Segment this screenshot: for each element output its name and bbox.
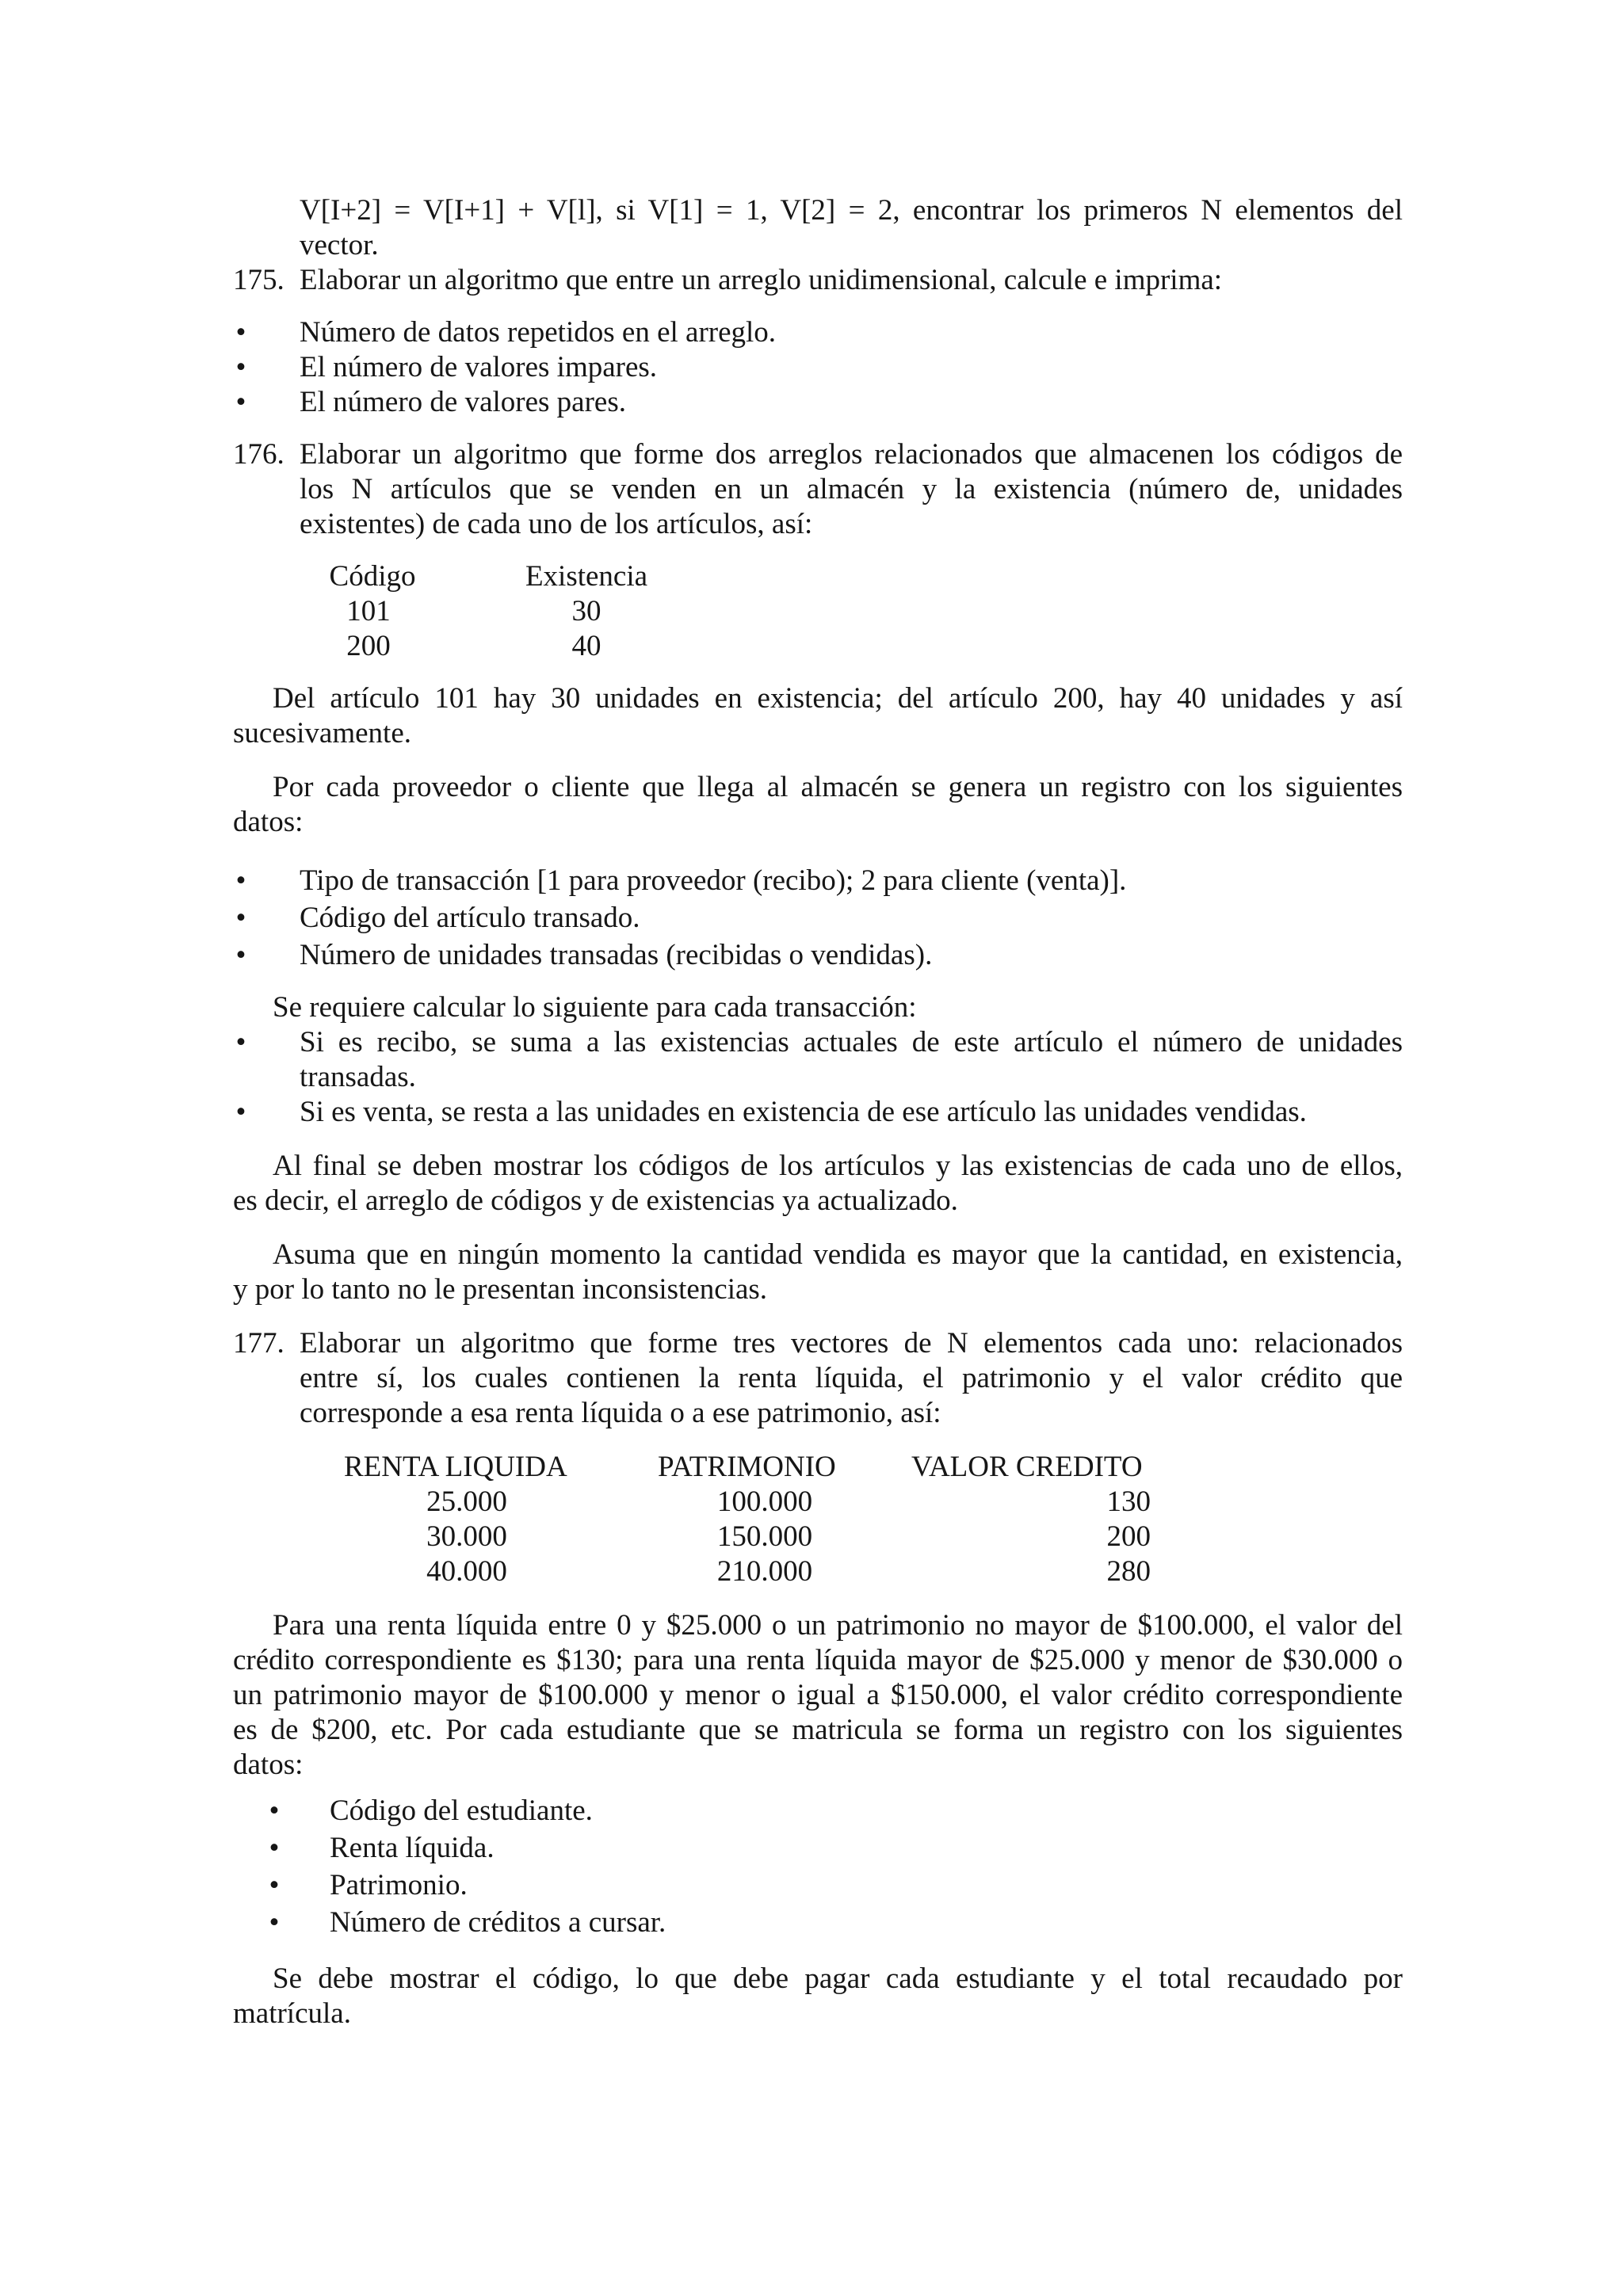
bullet-icon: • [235, 1026, 246, 1058]
table-177-cell: 100.000 [716, 1486, 813, 1518]
bullet-icon: • [235, 351, 246, 383]
paragraph-line: un patrimonio mayor de $100.000 y menor o igual a $150.000, el valor crédito correspondiente [233, 1679, 1403, 1711]
exercise-176-statement-line: existentes) de cada uno de los artículos, así: [300, 508, 813, 540]
paragraph-line: Para una renta líquida entre 0 y $25.000 o un patrimonio no mayor de $100.000, el valor del [273, 1609, 1403, 1642]
paragraph-line: Del artículo 101 hay 30 unidades en existencia; del artículo 200, hay 40 unidades y así [273, 682, 1403, 715]
exercise-177-statement-line: corresponde a esa renta líquida o a ese patrimonio, así: [300, 1397, 941, 1429]
paragraph-line: es decir, el arreglo de códigos y de existencias ya actualizado. [233, 1184, 958, 1217]
bullet-icon: • [269, 1869, 280, 1901]
bullet-icon: • [269, 1832, 280, 1864]
paragraph-line: Asuma que en ningún momento la cantidad vendida es mayor que la cantidad, en existencia, [273, 1238, 1403, 1271]
bullet-icon: • [269, 1906, 280, 1939]
paragraph-line: datos: [233, 806, 304, 838]
exercise-177-number: 177. [233, 1327, 285, 1360]
paragraph-line: Se debe mostrar el código, lo que debe pagar cada estudiante y el total recaudado por [273, 1962, 1403, 1995]
paragraph-line: matrícula. [233, 1997, 351, 2030]
paragraph-line: Por cada proveedor o cliente que llega al almacén se genera un registro con los siguientes [273, 771, 1403, 803]
paragraph-line: y por lo tanto no le presentan inconsistencias. [233, 1273, 768, 1306]
bullet-icon: • [235, 902, 246, 934]
intro-line-2: vector. [300, 229, 379, 261]
table-177-header-credit: VALOR CREDITO [911, 1451, 1143, 1483]
record-item: Código del artículo transado. [300, 902, 640, 934]
bullet-icon: • [235, 939, 246, 971]
calc-item-line: Si es venta, se resta a las unidades en existencia de ese artículo las unidades vendidas. [300, 1096, 1307, 1128]
table-177-cell: 280 [1106, 1555, 1151, 1588]
bullet-icon: • [235, 316, 246, 349]
exercise-176-statement-line: Elaborar un algoritmo que forme dos arreglos relacionados que almacenen los códigos de [300, 438, 1403, 471]
table-176-cell: 101 [346, 595, 391, 627]
calc-item-line: transadas. [300, 1061, 416, 1093]
calc-item-line: Si es recibo, se suma a las existencias actuales de este artículo el número de unidades [300, 1026, 1403, 1058]
exercise-176-number: 176. [233, 438, 285, 471]
paragraph-line: datos: [233, 1749, 304, 1781]
table-177-cell: 150.000 [716, 1520, 813, 1553]
paragraph-line: es de $200, etc. Por cada estudiante que se matricula se forma un registro con los siguientes [233, 1714, 1403, 1746]
paragraph-line: crédito correspondiente es $130; para una renta líquida mayor de $25.000 y menor de $30.000 o [233, 1644, 1403, 1676]
table-177-header-assets: PATRIMONIO [658, 1451, 836, 1483]
calc-intro: Se requiere calcular lo siguiente para cada transacción: [273, 991, 917, 1024]
exercise-175-item: El número de valores pares. [300, 386, 626, 418]
table-176-cell: 30 [571, 595, 601, 627]
paragraph-line: Al final se deben mostrar los códigos de los artículos y las existencias de cada uno de ellos, [273, 1150, 1403, 1182]
table-177-header-income: RENTA LIQUIDA [344, 1451, 567, 1483]
table-177-cell: 130 [1106, 1486, 1151, 1518]
table-176-cell: 200 [346, 630, 391, 662]
bullet-icon: • [235, 1096, 246, 1128]
intro-line-1: V[I+2] = V[I+1] + V[l], si V[1] = 1, V[2] = 2, encontrar los primeros N elementos del [300, 194, 1403, 227]
exercise-175-number: 175. [233, 264, 285, 296]
table-177-cell: 200 [1106, 1520, 1151, 1553]
paragraph-line: sucesivamente. [233, 717, 411, 749]
table-176-cell: 40 [571, 630, 601, 662]
table-177-cell: 210.000 [716, 1555, 813, 1588]
exercise-175-statement: Elaborar un algoritmo que entre un arreglo unidimensional, calcule e imprima: [300, 264, 1223, 296]
record-item: Tipo de transacción [1 para proveedor (recibo); 2 para cliente (venta)]. [300, 864, 1127, 897]
bullet-icon: • [235, 386, 246, 418]
bullet-icon: • [235, 864, 246, 897]
table-176-header-stock: Existencia [525, 560, 648, 593]
record-item: Código del estudiante. [330, 1794, 593, 1827]
table-177-cell: 25.000 [426, 1486, 507, 1518]
record-item: Renta líquida. [330, 1832, 495, 1864]
exercise-177-statement-line: entre sí, los cuales contienen la renta líquida, el patrimonio y el valor crédito que [300, 1362, 1403, 1394]
record-item: Número de unidades transadas (recibidas o vendidas). [300, 939, 933, 971]
table-177-cell: 30.000 [426, 1520, 507, 1553]
record-item: Número de créditos a cursar. [330, 1906, 666, 1939]
exercise-175-item: Número de datos repetidos en el arreglo. [300, 316, 777, 349]
exercise-176-statement-line: los N artículos que se venden en un almacén y la existencia (número de, unidades [300, 473, 1403, 505]
bullet-icon: • [269, 1794, 280, 1827]
table-177-cell: 40.000 [426, 1555, 507, 1588]
exercise-175-item: El número de valores impares. [300, 351, 658, 383]
record-item: Patrimonio. [330, 1869, 468, 1901]
table-176-header-code: Código [329, 560, 416, 593]
exercise-177-statement-line: Elaborar un algoritmo que forme tres vectores de N elementos cada uno: relacionados [300, 1327, 1403, 1360]
